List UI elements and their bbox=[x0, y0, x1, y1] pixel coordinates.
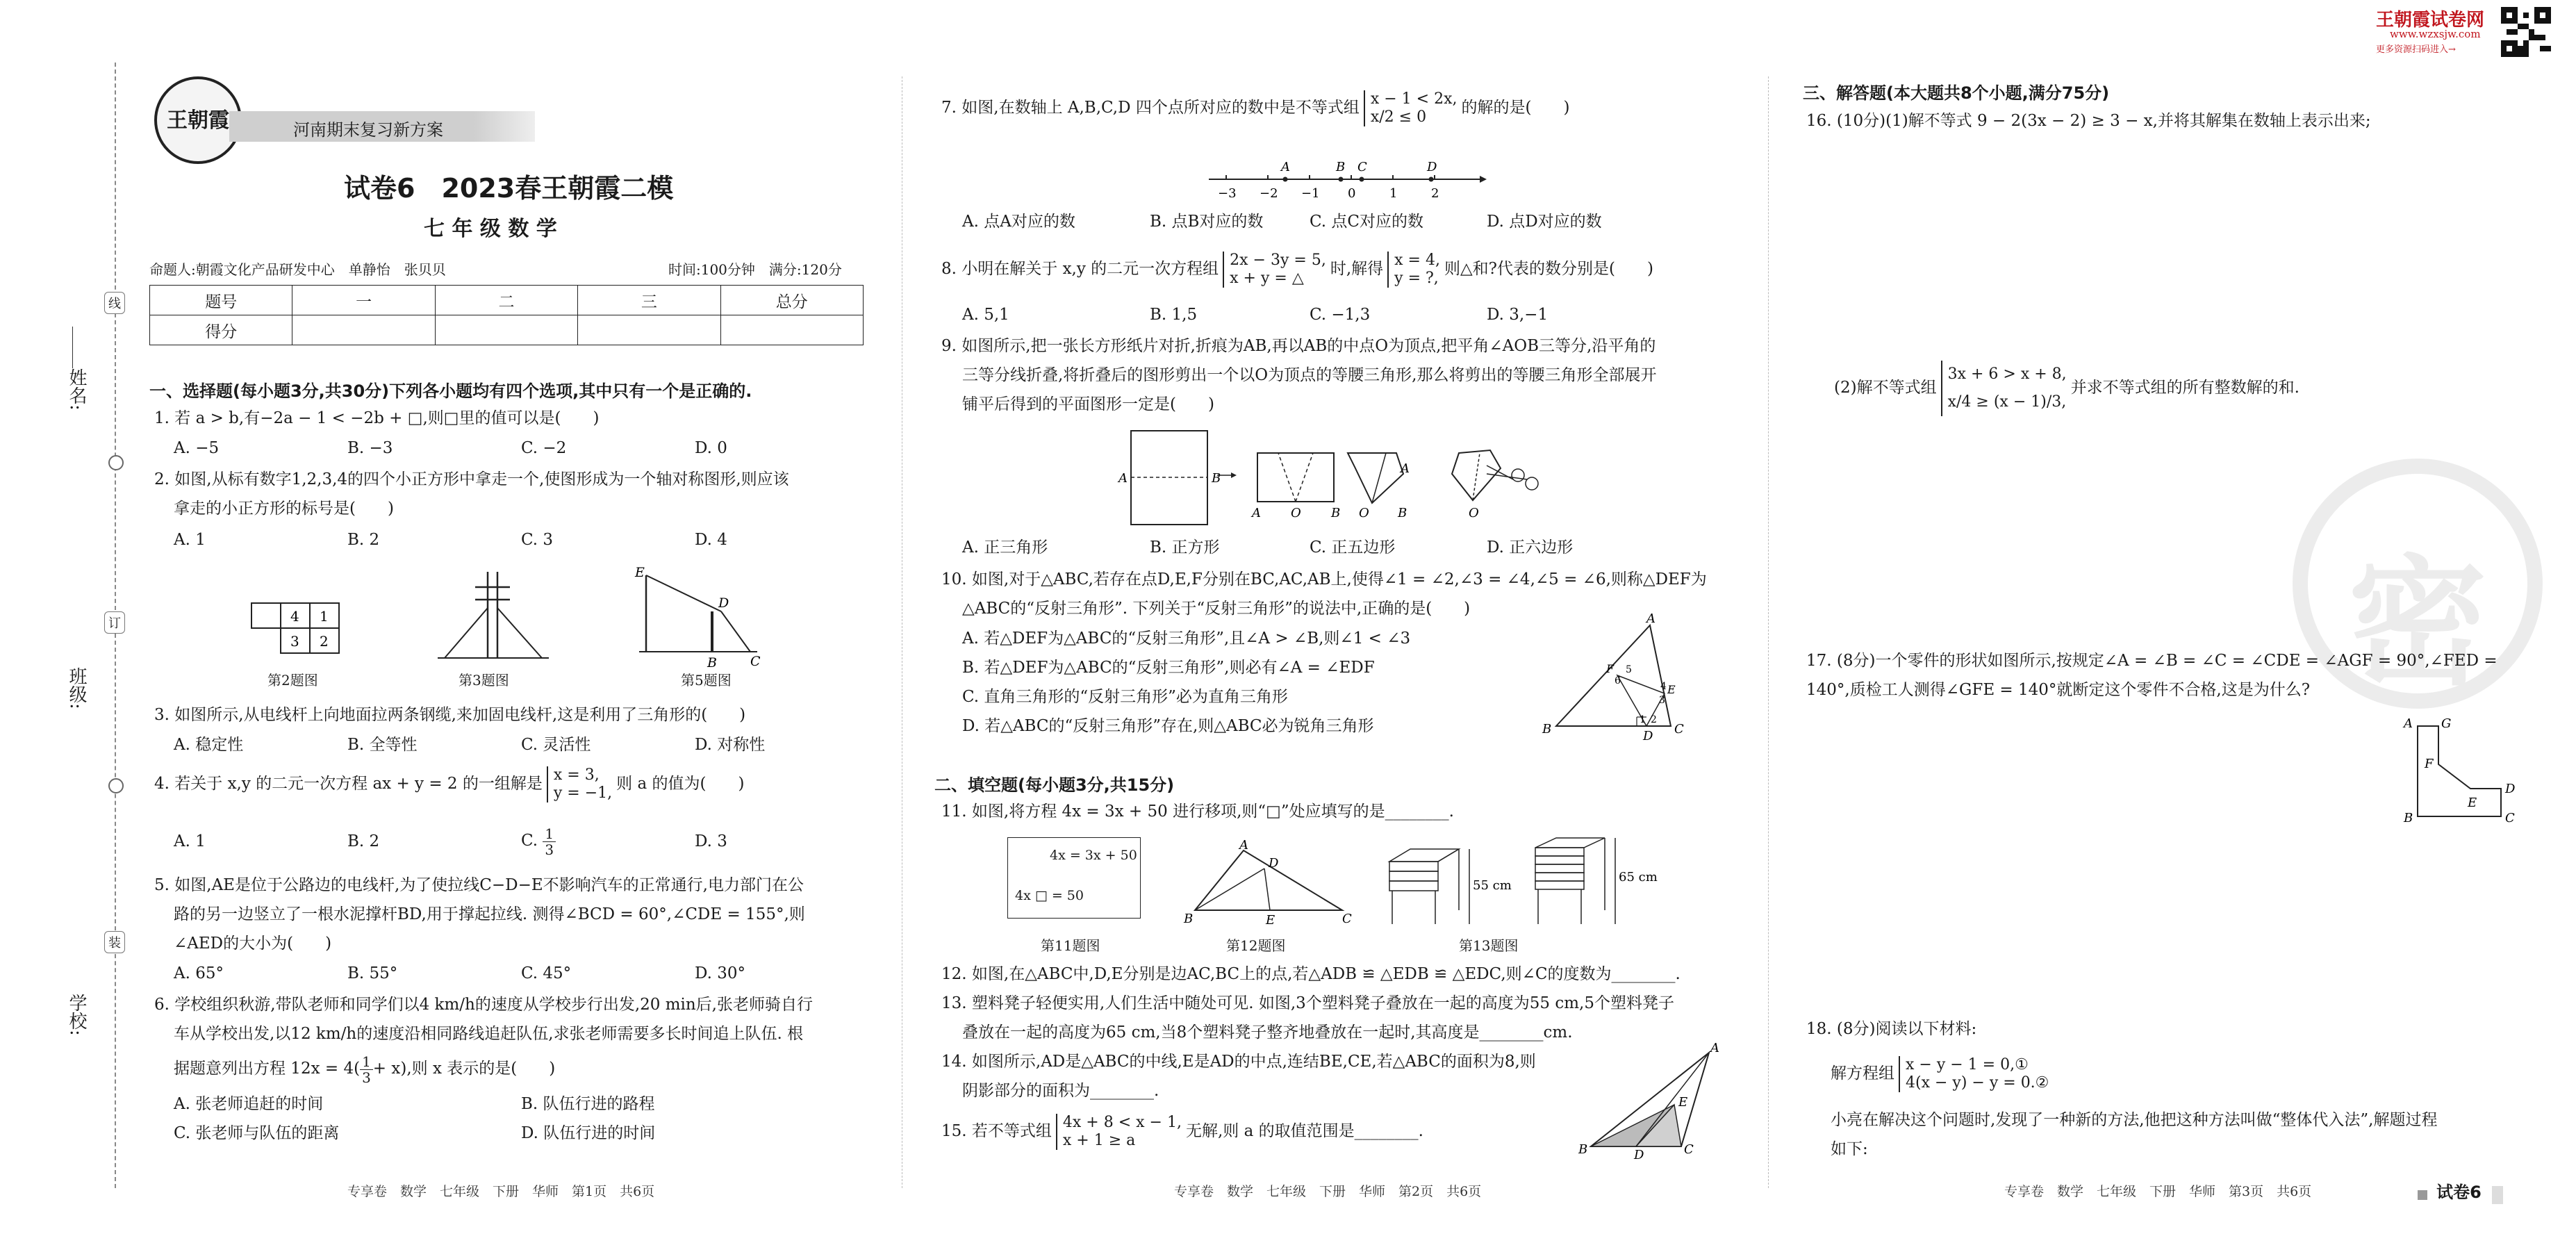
figure-11 bbox=[1007, 837, 1141, 919]
numline-tick-1: 1 bbox=[1389, 186, 1398, 201]
fig12-label-c: C bbox=[1342, 912, 1352, 926]
question-9-line-3: 铺平后得到的平面图形一定是( ) bbox=[962, 395, 1214, 413]
exam-title: 试卷6 2023春王朝霞二模 bbox=[344, 173, 674, 204]
fig10-label-c: C bbox=[1674, 722, 1684, 736]
q18-sys-line-2: 4(x − y) − y = 0.② bbox=[1906, 1074, 2049, 1092]
fig9-label-o2: O bbox=[1291, 506, 1301, 520]
numline-tick-2: 2 bbox=[1431, 186, 1439, 201]
numline-point-c: C bbox=[1357, 160, 1367, 174]
fig11-line-1: 4x = 3x + 50 bbox=[1050, 848, 1137, 863]
q7-option-c[interactable]: C. 点C对应的数 bbox=[1310, 213, 1423, 231]
fig9-label-o3: O bbox=[1359, 506, 1369, 520]
sidebar-class-label: 班级: bbox=[66, 667, 87, 709]
fig5-caption: 第5题图 bbox=[681, 672, 732, 689]
brand-logo-text: 王朝霞 bbox=[167, 108, 229, 133]
figure-13 bbox=[1382, 834, 1658, 931]
question-10-line-2: △ABC的“反射三角形”. 下列关于“反射三角形”的说法中,正确的是( ) bbox=[962, 600, 1471, 618]
fig13-label-65: 65 cm bbox=[1619, 870, 1658, 884]
figure-5 bbox=[625, 561, 771, 673]
q3-option-c[interactable]: C. 灵活性 bbox=[521, 736, 591, 754]
figure-17 bbox=[2390, 712, 2536, 830]
figure-12 bbox=[1181, 838, 1355, 928]
question-16-part-2 bbox=[1834, 353, 2300, 422]
sidebar-school-label: 学校: bbox=[66, 994, 87, 1036]
fig10-label-d: D bbox=[1643, 729, 1653, 743]
site-name: 王朝霞试卷网 bbox=[2376, 10, 2485, 31]
q8-option-c[interactable]: C. −1,3 bbox=[1310, 306, 1371, 324]
question-18-line-4: 如下: bbox=[1831, 1140, 1868, 1158]
q6-option-d[interactable]: D. 队伍行进的时间 bbox=[521, 1124, 656, 1142]
q6-option-c[interactable]: C. 张老师与队伍的距离 bbox=[174, 1124, 340, 1142]
q4-sys-line-1: x = 3, bbox=[553, 766, 600, 784]
fig2-cell-1: 1 bbox=[320, 608, 329, 625]
fig14-label-a: A bbox=[1710, 1041, 1719, 1055]
exam-authors: 命题人:朝霞文化产品研发中心 单静怡 张贝贝 bbox=[149, 261, 446, 278]
sidebar-line-word-3: 装 bbox=[104, 931, 125, 953]
fig9-label-a1: A bbox=[1118, 471, 1128, 486]
q6-text-pre: 据题意列出方程 12x = 4( bbox=[174, 1060, 361, 1078]
section-1-heading: 一、选择题(每小题3分,共30分)下列各小题均有四个选项,其中只有一个是正确的. bbox=[149, 381, 752, 401]
fig10-label-e: E bbox=[1667, 683, 1676, 696]
q6-option-b[interactable]: B. 队伍行进的路程 bbox=[521, 1095, 655, 1113]
question-12: 12. 如图,在△ABC中,D,E分别是边AC,BC上的点,若△ADB ≌ △EDB ≌ △EDC,则∠C的度数为________. bbox=[941, 965, 1681, 983]
q8-system bbox=[1223, 252, 1326, 288]
q15-text-pre: 15. 若不等式组 bbox=[941, 1122, 1052, 1140]
fig10-label-a: A bbox=[1646, 611, 1656, 626]
q6-frac-den: 3 bbox=[362, 1069, 371, 1086]
q8-option-a[interactable]: A. 5,1 bbox=[962, 306, 1009, 324]
fig12-label-d: D bbox=[1269, 856, 1279, 871]
numline-tick-0: 0 bbox=[1348, 186, 1356, 201]
fig11-line-2: 4x □ = 50 bbox=[1015, 888, 1084, 903]
question-18-line-3: 小亮在解决这个问题时,发现了一种新的方法,他把这种方法叫做“整体代入法”,解题过程 bbox=[1831, 1111, 2438, 1129]
sidebar-line-word-1: 线 bbox=[104, 292, 125, 314]
q4-frac-num: 1 bbox=[543, 826, 556, 842]
q8-sol-line-1: x = 4, bbox=[1394, 252, 1440, 269]
question-14-line-2: 阴影部分的面积为________. bbox=[962, 1082, 1159, 1100]
q2-option-a[interactable]: A. 1 bbox=[174, 531, 206, 549]
q18-sys-line-1: x − y − 1 = 0,① bbox=[1906, 1056, 2029, 1073]
numline-point-b: B bbox=[1336, 160, 1346, 174]
score-header-cell: 三 bbox=[578, 286, 720, 315]
site-slogan: 更多资源扫码进入→ bbox=[2376, 44, 2456, 55]
fig17-label-d: D bbox=[2505, 782, 2516, 796]
question-13-line-2: 叠放在一起的高度为65 cm,当8个塑料凳子整齐地叠放在一起时,其高度是________cm. bbox=[962, 1023, 1573, 1042]
fig12-label-a: A bbox=[1239, 838, 1248, 853]
q3-option-a[interactable]: A. 稳定性 bbox=[174, 736, 244, 754]
q4-frac-den: 3 bbox=[545, 841, 554, 858]
figure-10 bbox=[1535, 611, 1695, 743]
q4-sys-line-2: y = −1, bbox=[553, 784, 613, 802]
fig14-label-e: E bbox=[1678, 1095, 1688, 1110]
numline-tick-m1: −1 bbox=[1301, 186, 1320, 201]
fig10-angle-1: 1 bbox=[1640, 714, 1646, 725]
question-9-line-2: 三等分线折叠,将折叠后的图形剪出一个以O为顶点的等腰三角形,那么将剪出的等腰三角形全部展开 bbox=[962, 366, 1657, 384]
q4-system bbox=[547, 766, 612, 802]
paper-tag-marker bbox=[2418, 1190, 2427, 1200]
fig5-label-c: C bbox=[750, 654, 761, 669]
q18-text-pre: 解方程组 bbox=[1831, 1064, 1894, 1083]
fig17-label-c: C bbox=[2505, 811, 2515, 825]
fig9-label-o4: O bbox=[1469, 506, 1479, 520]
score-header-cell: 一 bbox=[292, 286, 435, 315]
fig9-label-b2: B bbox=[1331, 506, 1341, 520]
q2-option-c[interactable]: C. 3 bbox=[521, 531, 554, 549]
figure-9 bbox=[1112, 425, 1563, 529]
fig10-angle-2: 2 bbox=[1651, 714, 1657, 725]
figure-3 bbox=[438, 566, 549, 664]
fig17-label-g: G bbox=[2441, 716, 2452, 731]
score-cell[interactable] bbox=[292, 315, 435, 345]
question-18-line-1: 18. (8分)阅读以下材料: bbox=[1806, 1020, 1977, 1038]
score-cell[interactable] bbox=[578, 315, 720, 345]
q4-option-b[interactable]: B. 2 bbox=[347, 832, 380, 850]
question-6-line-3 bbox=[174, 1049, 555, 1088]
q7-option-b[interactable]: B. 点B对应的数 bbox=[1150, 213, 1264, 231]
score-table-row bbox=[150, 315, 864, 345]
question-14-line-1: 14. 如图所示,AD是△ABC的中线,E是AD的中点,连结BE,CE,若△ABC的面积为8,则 bbox=[941, 1053, 1536, 1071]
score-row-label: 得分 bbox=[150, 315, 292, 345]
q15-text-post: 无解,则 a 的取值范围是________. bbox=[1185, 1122, 1423, 1140]
fig14-label-b: B bbox=[1578, 1142, 1588, 1157]
q6-frac-num: 1 bbox=[360, 1054, 373, 1070]
score-table bbox=[149, 285, 864, 345]
fig9-label-a2: A bbox=[1252, 506, 1261, 520]
section-2-heading: 二、填空题(每小题3分,共15分) bbox=[934, 775, 1175, 795]
fig17-label-a: A bbox=[2404, 716, 2413, 731]
question-3: 3. 如图所示,从电线杆上向地面拉两条钢缆,来加固电线杆,这是利用了三角形的( ) bbox=[154, 706, 746, 724]
question-8 bbox=[941, 245, 1653, 293]
fig2-cell-4: 4 bbox=[290, 608, 299, 625]
fig13-caption: 第13题图 bbox=[1459, 937, 1519, 954]
question-9-line-1: 9. 如图所示,把一张长方形纸片对折,折痕为AB,再以AB的中点O为顶点,把平角∠AOB三等分,沿平角的 bbox=[941, 337, 1656, 355]
fig5-label-b: B bbox=[707, 655, 717, 670]
page-1-footer: 专享卷 数学 七年级 下册 华师 第1页 共6页 bbox=[347, 1184, 655, 1199]
paper-tag-text: 试卷6 bbox=[2436, 1183, 2482, 1202]
question-1: 1. 若 a > b,有−2a − 1 < −2b + □,则□里的值可以是( ) bbox=[154, 409, 600, 427]
page-3-footer: 专享卷 数学 七年级 下册 华师 第3页 共6页 bbox=[2004, 1184, 2312, 1199]
q10-option-d[interactable]: D. 若△ABC的“反射三角形”存在,则△ABC必为锐角三角形 bbox=[962, 717, 1374, 735]
q4-option-d[interactable]: D. 3 bbox=[695, 832, 727, 850]
q1-option-b[interactable]: B. −3 bbox=[347, 439, 393, 457]
paper-tag bbox=[2418, 1178, 2503, 1204]
fig3-caption: 第3题图 bbox=[459, 672, 509, 689]
q4-option-c-label: C. bbox=[521, 832, 538, 850]
binding-hole-2 bbox=[108, 778, 124, 793]
q16-sys-line-1: 3x + 6 > x + 8, bbox=[1947, 365, 2067, 383]
question-5-line-3: ∠AED的大小为( ) bbox=[174, 935, 332, 953]
fig12-label-e: E bbox=[1266, 913, 1275, 928]
q2-option-d[interactable]: D. 4 bbox=[695, 531, 727, 549]
question-7 bbox=[941, 83, 1569, 132]
q8-text-pre: 8. 小明在解关于 x,y 的二元一次方程组 bbox=[941, 260, 1219, 278]
paper-tag-end bbox=[2492, 1186, 2503, 1204]
q5-option-c[interactable]: C. 45° bbox=[521, 964, 572, 982]
q8-solution-system bbox=[1387, 252, 1440, 288]
fig11-caption: 第11题图 bbox=[1041, 937, 1100, 954]
fig17-label-f: F bbox=[2425, 757, 2434, 771]
q16-2-text-post: 并求不等式组的所有整数解的和. bbox=[2070, 379, 2300, 397]
q9-option-a[interactable]: A. 正三角形 bbox=[962, 538, 1048, 557]
q7-sys-line-2: x/2 ≤ 0 bbox=[1370, 108, 1427, 126]
q3-option-b[interactable]: B. 全等性 bbox=[347, 736, 418, 754]
q16-sys-line-2: x/4 ≥ (x − 1)/3, bbox=[1947, 393, 2067, 411]
header-strip-text: 河南期末复习新方案 bbox=[293, 120, 443, 140]
q5-option-d[interactable]: D. 30° bbox=[695, 964, 746, 982]
question-5-line-1: 5. 如图,AE是位于公路边的电线杆,为了使拉线C−D−E不影响汽车的正常通行,电力部门在公 bbox=[154, 876, 804, 894]
question-17-line-1: 17. (8分)一个零件的形状如图所示,按规定∠A = ∠B = ∠C = ∠CDE = ∠AGF = 90°,∠FED = bbox=[1806, 652, 2497, 670]
q9-option-c[interactable]: C. 正五边形 bbox=[1310, 538, 1396, 557]
exam-time-score: 时间:100分钟 满分:120分 bbox=[668, 261, 842, 278]
q10-option-b[interactable]: B. 若△DEF为△ABC的“反射三角形”,则必有∠A = ∠EDF bbox=[962, 659, 1375, 677]
q15-system bbox=[1056, 1114, 1182, 1150]
question-10-line-1: 10. 如图,对于△ABC,若存在点D,E,F分别在BC,AC,AB上,使得∠1 = ∠2,∠3 = ∠4,∠5 = ∠6,则称△DEF为 bbox=[941, 570, 1707, 588]
question-15 bbox=[941, 1109, 1423, 1153]
q3-option-d[interactable]: D. 对称性 bbox=[695, 736, 766, 754]
q4-option-a[interactable]: A. 1 bbox=[174, 832, 206, 850]
fig2-cell-3: 3 bbox=[290, 633, 299, 650]
score-table-header-row bbox=[150, 286, 864, 315]
fig10-angle-4: 4 bbox=[1660, 681, 1667, 692]
q18-system bbox=[1899, 1056, 2049, 1092]
fig5-label-e: E bbox=[635, 565, 645, 580]
q8-option-d[interactable]: D. 3,−1 bbox=[1487, 306, 1549, 324]
q4-text-pre: 4. 若关于 x,y 的二元一次方程 ax + y = 2 的一组解是 bbox=[154, 775, 543, 793]
q9-option-b[interactable]: B. 正方形 bbox=[1150, 538, 1220, 557]
question-6-line-2: 车从学校出发,以12 km/h的速度沿相同路线追赶队伍,求张老师需要多长时间追上队伍. 根 bbox=[174, 1025, 804, 1043]
q10-option-a[interactable]: A. 若△DEF为△ABC的“反射三角形”,且∠A > ∠B,则∠1 < ∠3 bbox=[962, 629, 1411, 648]
qr-code-icon[interactable] bbox=[2501, 7, 2551, 57]
number-line bbox=[1209, 158, 1487, 201]
fig9-label-a3: A bbox=[1401, 461, 1410, 476]
q15-sys-line-2: x + 1 ≥ a bbox=[1062, 1132, 1136, 1149]
fig14-label-d: D bbox=[1634, 1148, 1644, 1162]
figure-14 bbox=[1577, 1042, 1723, 1160]
q6-fraction bbox=[360, 1054, 373, 1085]
q7-system bbox=[1364, 90, 1458, 126]
q10-option-c[interactable]: C. 直角三角形的“反射三角形”必为直角三角形 bbox=[962, 688, 1288, 706]
score-cell[interactable] bbox=[720, 315, 863, 345]
q6-option-a[interactable]: A. 张老师追赶的时间 bbox=[174, 1095, 324, 1113]
question-18-system-line bbox=[1831, 1049, 2053, 1098]
fig12-label-b: B bbox=[1184, 912, 1194, 926]
q8-text-mid: 时,解得 bbox=[1330, 260, 1384, 278]
score-header-cell: 总分 bbox=[720, 286, 863, 315]
q7-option-d[interactable]: D. 点D对应的数 bbox=[1487, 213, 1602, 231]
q15-sys-line-1: 4x + 8 < x − 1, bbox=[1062, 1114, 1182, 1131]
sidebar-line-word-2: 订 bbox=[104, 611, 125, 634]
sidebar-name-label: 姓名: bbox=[66, 368, 87, 411]
question-2-line-2: 拿走的小正方形的标号是( ) bbox=[174, 500, 394, 518]
q2-option-b[interactable]: B. 2 bbox=[347, 531, 380, 549]
score-header-cell: 题号 bbox=[150, 286, 292, 315]
q4-option-c[interactable] bbox=[521, 820, 556, 862]
q9-option-d[interactable]: D. 正六边形 bbox=[1487, 538, 1574, 557]
q6-text-post: + x),则 x 表示的是( ) bbox=[372, 1060, 556, 1078]
numline-point-d: D bbox=[1427, 160, 1437, 174]
question-17-line-2: 140°,质检工人测得∠GFE = 140°就断定这个零件不合格,这是为什么? bbox=[1806, 681, 2311, 699]
figure-2 bbox=[250, 598, 354, 660]
q1-option-c[interactable]: C. −2 bbox=[521, 439, 567, 457]
numline-point-a: A bbox=[1281, 160, 1290, 174]
q7-text-post: 的解的是( ) bbox=[1461, 99, 1570, 117]
fig10-label-b: B bbox=[1542, 722, 1552, 736]
q1-option-a[interactable]: A. −5 bbox=[174, 439, 220, 457]
q8-sys-line-1: 2x − 3y = 5, bbox=[1230, 252, 1326, 269]
question-4 bbox=[154, 763, 744, 805]
q4-option-c-fraction bbox=[543, 826, 556, 857]
question-13-line-1: 13. 塑料凳子轻便实用,人们生活中随处可见. 如图,3个塑料凳子叠放在一起的高度为55 cm,5个塑料凳子 bbox=[941, 994, 1674, 1012]
q8-sol-line-2: y = ?, bbox=[1394, 270, 1439, 287]
q5-option-a[interactable]: A. 65° bbox=[174, 964, 224, 982]
numline-tick-m2: −2 bbox=[1260, 186, 1278, 201]
q16-system bbox=[1941, 361, 2067, 416]
q8-option-b[interactable]: B. 1,5 bbox=[1150, 306, 1198, 324]
fig9-label-b3: B bbox=[1398, 506, 1407, 520]
question-11: 11. 如图,将方程 4x = 3x + 50 进行移项,则“□”处应填写的是________. bbox=[941, 802, 1454, 821]
q16-2-text-pre: (2)解不等式组 bbox=[1834, 379, 1937, 397]
fig10-angle-3: 3 bbox=[1659, 695, 1665, 706]
q7-sys-line-1: x − 1 < 2x, bbox=[1370, 90, 1458, 108]
fig10-angle-5: 5 bbox=[1626, 664, 1632, 675]
fig2-caption: 第2题图 bbox=[267, 672, 318, 689]
fig10-angle-6: 6 bbox=[1615, 675, 1621, 686]
stamp-char: 密 bbox=[2347, 543, 2487, 705]
q5-option-b[interactable]: B. 55° bbox=[347, 964, 398, 982]
score-cell[interactable] bbox=[435, 315, 577, 345]
fig14-label-c: C bbox=[1684, 1142, 1694, 1157]
fig12-caption: 第12题图 bbox=[1226, 937, 1286, 954]
exam-subtitle: 七 年 级 数 学 bbox=[424, 217, 557, 241]
question-5-line-2: 路的另一边竖立了一根水泥撑杆BD,用于撑起拉线. 测得∠BCD = 60°,∠CDE = 155°,则 bbox=[174, 905, 805, 923]
fig10-label-f: F bbox=[1606, 662, 1615, 675]
binding-hole-1 bbox=[108, 455, 124, 470]
q1-option-d[interactable]: D. 0 bbox=[695, 439, 727, 457]
numline-tick-m3: −3 bbox=[1218, 186, 1237, 201]
sidebar-name-line bbox=[72, 327, 73, 368]
fig5-label-d: D bbox=[718, 595, 729, 611]
column-divider-2 bbox=[1768, 76, 1769, 1188]
fig2-cell-2: 2 bbox=[320, 633, 329, 650]
score-header-cell: 二 bbox=[435, 286, 577, 315]
fig9-label-b1: B bbox=[1212, 471, 1221, 486]
q8-text-post: 则△和?代表的数分别是( ) bbox=[1444, 260, 1653, 278]
site-url: www.wzxsjw.com bbox=[2390, 28, 2481, 40]
q8-sys-line-2: x + y = △ bbox=[1230, 270, 1304, 287]
question-16-part-1: 16. (10分)(1)解不等式 9 − 2(3x − 2) ≥ 3 − x,并将其解集在数轴上表示出来; bbox=[1806, 112, 2371, 130]
question-6-line-1: 6. 学校组织秋游,带队老师和同学们以4 km/h的速度从学校步行出发,20 min后,张老师骑自行 bbox=[154, 996, 813, 1014]
fig17-label-e: E bbox=[2468, 796, 2477, 810]
q7-text-pre: 7. 如图,在数轴上 A,B,C,D 四个点所对应的数中是不等式组 bbox=[941, 99, 1360, 117]
question-2-line-1: 2. 如图,从标有数字1,2,3,4的四个小正方形中拿走一个,使图形成为一个轴对称图形,则应该 bbox=[154, 470, 789, 488]
section-3-heading: 三、解答题(本大题共8个小题,满分75分) bbox=[1803, 83, 2110, 103]
q4-text-post: 则 a 的值为( ) bbox=[616, 775, 745, 793]
page-2-footer: 专享卷 数学 七年级 下册 华师 第2页 共6页 bbox=[1174, 1184, 1482, 1199]
header-strip bbox=[229, 111, 535, 142]
q7-option-a[interactable]: A. 点A对应的数 bbox=[962, 213, 1075, 231]
fig13-label-55: 55 cm bbox=[1473, 878, 1512, 893]
fig17-label-b: B bbox=[2404, 811, 2413, 825]
